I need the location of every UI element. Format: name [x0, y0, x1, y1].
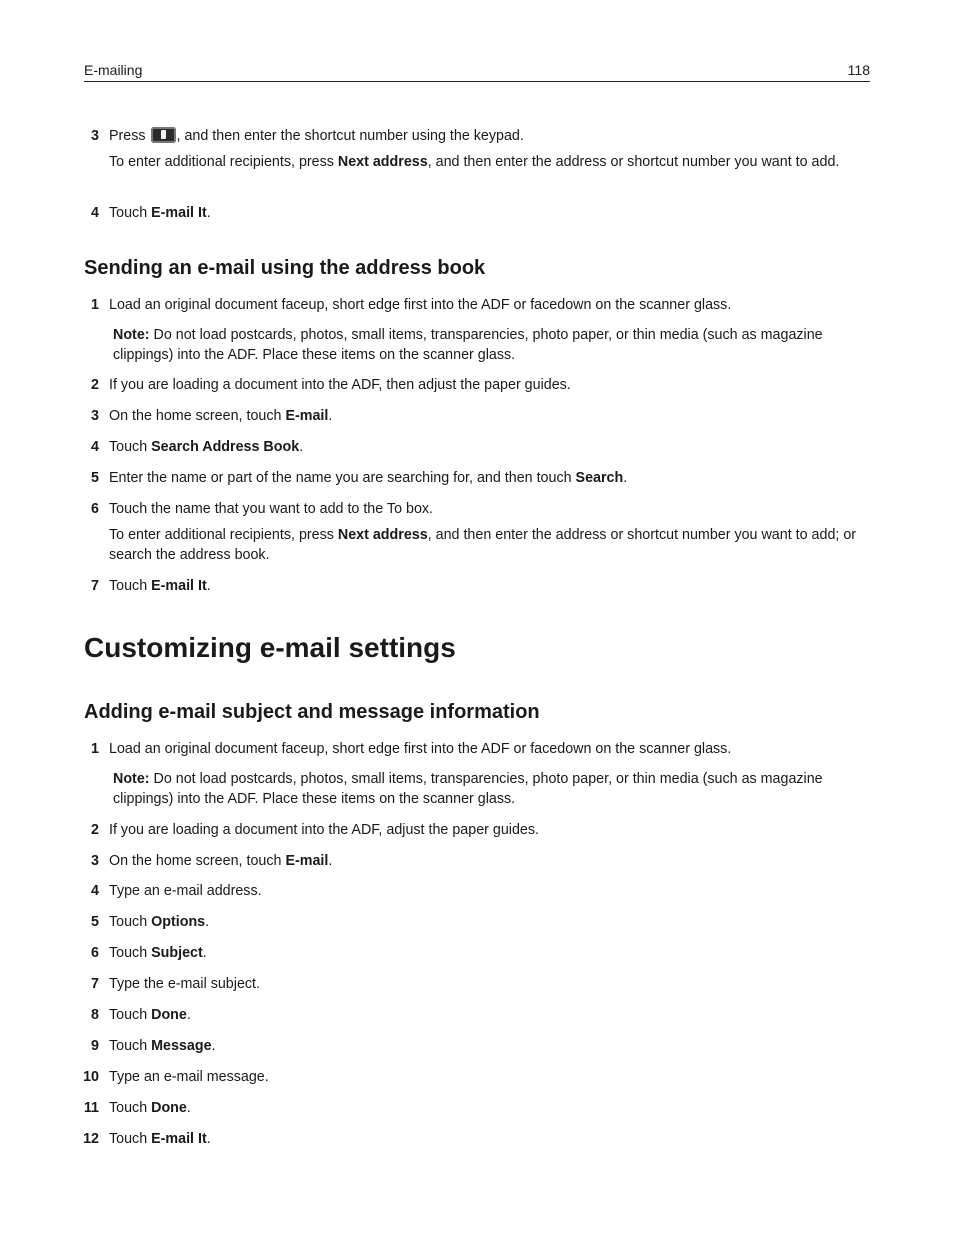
step-number: 12	[83, 1131, 99, 1147]
section-title-customizing: Customizing e-mail settings	[84, 632, 456, 663]
step-text: On the home screen, touch E-mail.	[109, 853, 333, 869]
step-text: Touch Message.	[109, 1038, 216, 1054]
step-number: 10	[83, 1069, 99, 1085]
step-text: Touch E-mail It.	[109, 578, 211, 594]
step-number: 5	[91, 470, 99, 486]
step-number: 4	[91, 883, 99, 899]
step-3-extra: To enter additional recipients, press Next address, and then enter the address or shortcut number you want to add.	[109, 154, 840, 170]
step-text: Touch E-mail It.	[109, 1131, 211, 1147]
heading-address-book: Sending an e-mail using the address book	[84, 257, 486, 279]
step-text: Touch Options.	[109, 914, 210, 930]
step-number: 2	[91, 822, 99, 838]
ab-step-6-extra: To enter additional recipients, press Next address, and then enter the address or shortcut number you want to add; or search the address book.	[109, 527, 857, 563]
step-number: 3	[91, 408, 99, 424]
step-text: If you are loading a document into the ADF, then adjust the paper guides.	[109, 377, 571, 393]
page-header	[84, 60, 870, 82]
step-text: Enter the name or part of the name you are searching for, and then touch Search.	[109, 470, 628, 486]
step-number: 8	[91, 1007, 99, 1023]
step-text: Press , and then enter the shortcut number using the keypad.	[109, 128, 524, 144]
step-text: Touch Done.	[109, 1007, 191, 1023]
page-number: 118	[847, 62, 870, 78]
step-number: 3	[91, 128, 99, 144]
step-text: On the home screen, touch E-mail.	[109, 408, 333, 424]
step-text: Touch the name that you want to add to the To box.	[109, 501, 434, 517]
shortcut-key-icon	[151, 127, 176, 143]
step-number: 6	[91, 501, 99, 517]
step-number: 2	[91, 377, 99, 393]
step-text: Touch Subject.	[109, 945, 207, 961]
step-text: Type the e-mail subject.	[109, 976, 260, 992]
heading-subject-message: Adding e-mail subject and message information	[84, 701, 540, 723]
step-text: Touch E-mail It.	[109, 205, 211, 221]
section-title: E-mailing	[84, 62, 143, 78]
step-text: Touch Search Address Book.	[109, 439, 304, 455]
step-number: 6	[91, 945, 99, 961]
step-number: 7	[91, 578, 99, 594]
step-number: 1	[91, 297, 99, 313]
step-number: 9	[91, 1038, 99, 1054]
step-text: Type an e-mail address.	[109, 883, 262, 899]
step-number: 4	[91, 439, 99, 455]
step-text: Type an e-mail message.	[109, 1069, 269, 1085]
step-number: 7	[91, 976, 99, 992]
step-number: 1	[91, 741, 99, 757]
cu-note: Note: Do not load postcards, photos, small items, transparencies, photo paper, or thin media (such as magazine clippings) into the ADF. Place these items on the scanner glass.	[113, 771, 823, 807]
step-number: 3	[91, 853, 99, 869]
ab-note: Note: Do not load postcards, photos, small items, transparencies, photo paper, or thin media (such as magazine clippings) into the ADF. Place these items on the scanner glass.	[113, 327, 823, 363]
step-number: 5	[91, 914, 99, 930]
step-number: 11	[83, 1100, 99, 1116]
step-text: Touch Done.	[109, 1100, 191, 1116]
step-number: 4	[91, 205, 99, 221]
step-text: Load an original document faceup, short edge first into the ADF or facedown on the scanner glass.	[109, 741, 732, 757]
step-text: If you are loading a document into the ADF, adjust the paper guides.	[109, 822, 539, 838]
step-text: Load an original document faceup, short edge first into the ADF or facedown on the scanner glass.	[109, 297, 732, 313]
